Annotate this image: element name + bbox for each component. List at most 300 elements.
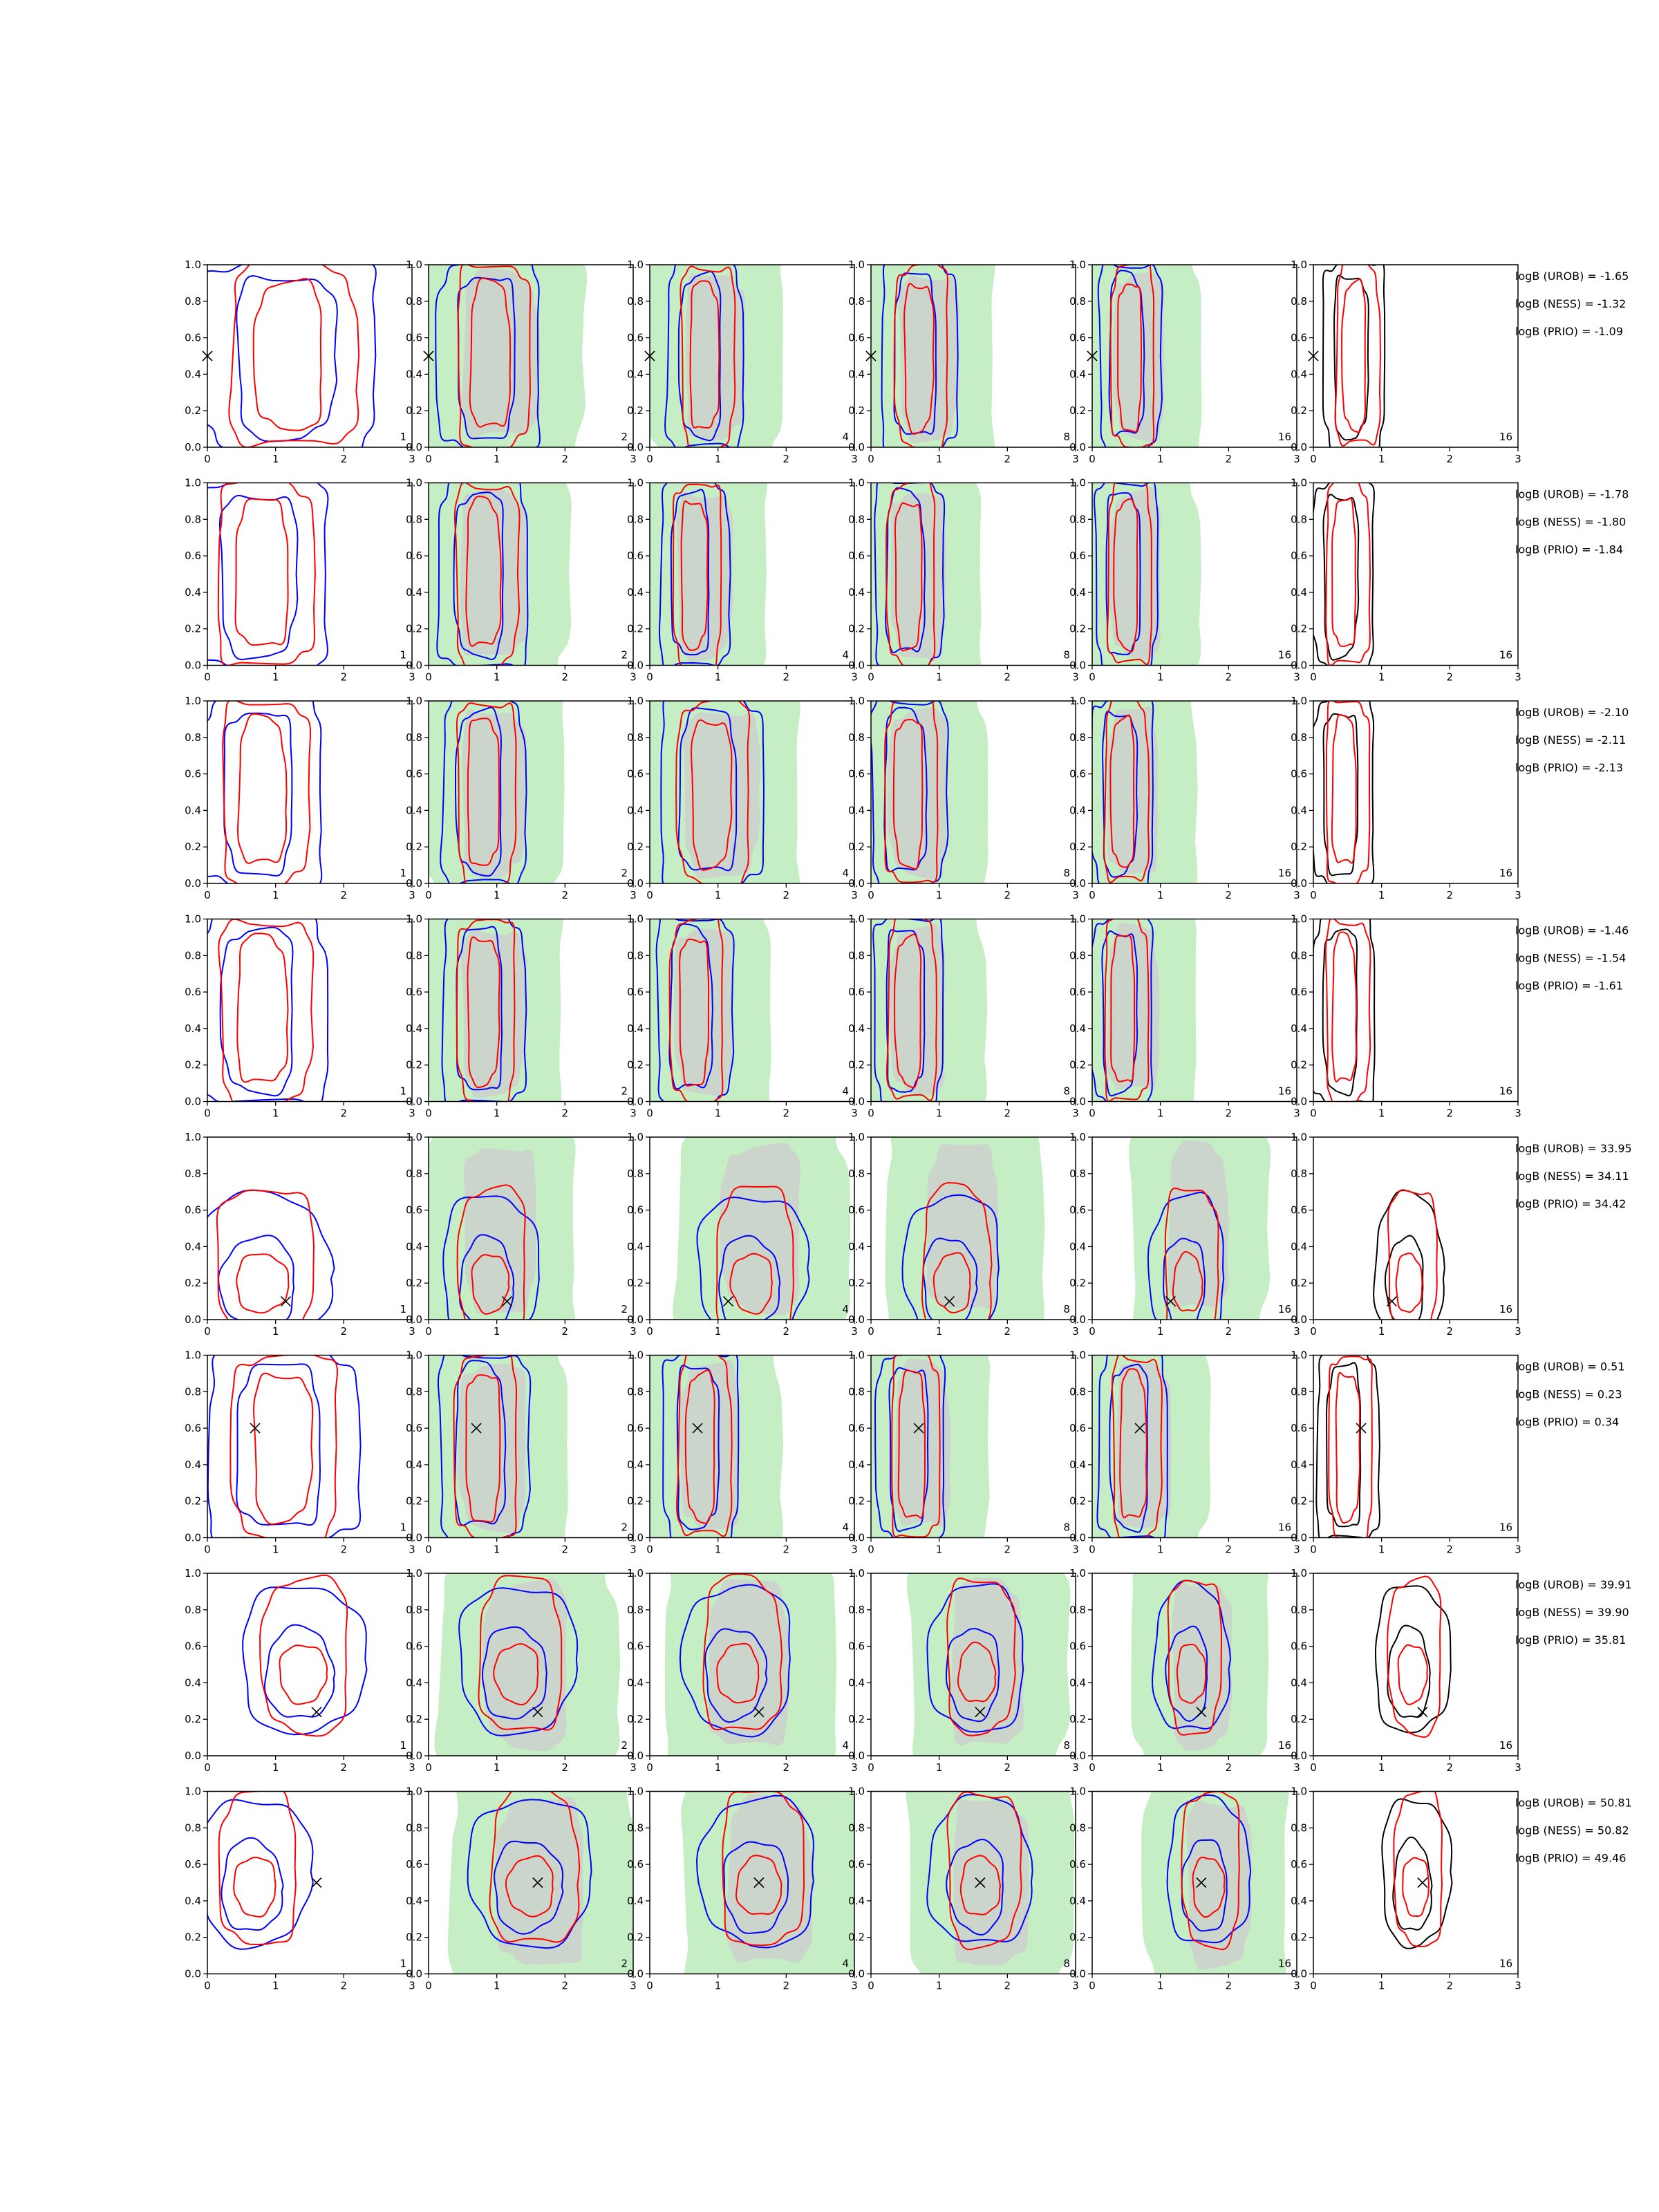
y-tick-label: 0.0: [848, 877, 865, 890]
column-label: 16: [1499, 648, 1512, 662]
x-tick-label: 3: [1293, 453, 1300, 465]
panel-r5-c4: [848, 1111, 1079, 1346]
column-label: 2: [621, 1739, 628, 1752]
y-tick-label: 0.4: [627, 1022, 644, 1035]
red-outer-contour: [1394, 1788, 1442, 1947]
y-tick-label: 0.4: [406, 1022, 422, 1035]
x-tick-label: 0: [1089, 889, 1096, 901]
x-tick-label: 3: [851, 671, 858, 684]
red-inner-contour: [1332, 932, 1356, 1081]
y-tick-label: 0.8: [406, 294, 422, 308]
panel-r6-c2: [406, 1329, 637, 1559]
y-tick-label: 0.8: [848, 1821, 865, 1835]
y-tick-label: 0.2: [627, 841, 644, 854]
y-tick-label: 0.8: [185, 1603, 201, 1616]
red-inner-contour: [236, 499, 288, 646]
x-tick-label: 2: [561, 1107, 569, 1120]
y-tick-label: 0.2: [1291, 1277, 1307, 1290]
x-tick-label: 3: [409, 453, 415, 465]
column-label: 2: [621, 648, 628, 662]
x-tick-label: 2: [1446, 1325, 1454, 1338]
y-tick-label: 0.4: [627, 1676, 644, 1689]
x-tick-label: 2: [340, 1543, 348, 1556]
axes-frame: [1313, 265, 1518, 447]
x-tick-label: 3: [1515, 1107, 1521, 1120]
logb-stat: logB (UROB) = -2.10: [1515, 706, 1629, 719]
x-tick-label: 1: [1156, 1979, 1164, 1992]
panel-r2-c1: [185, 474, 415, 684]
y-tick-label: 1.0: [1069, 1567, 1086, 1580]
y-tick-label: 0.2: [1069, 404, 1086, 418]
y-tick-label: 0.0: [1291, 659, 1307, 672]
y-tick-label: 0.2: [1291, 1058, 1307, 1071]
y-tick-label: 0.4: [848, 368, 865, 381]
x-tick-label: 0: [1310, 1325, 1317, 1338]
y-tick-label: 0.0: [1291, 1095, 1307, 1108]
red-inner-contour: [1403, 1858, 1429, 1917]
x-tick-label: 2: [782, 671, 790, 684]
x-tick-label: 2: [561, 1979, 569, 1992]
x-tick-label: 0: [204, 671, 211, 684]
y-tick-label: 1.0: [406, 1349, 422, 1362]
y-tick-label: 0.0: [1291, 877, 1307, 890]
y-tick-label: 0.4: [1291, 1894, 1307, 1907]
logb-stat: logB (NESS) = -2.11: [1515, 733, 1627, 747]
y-tick-label: 0.0: [627, 1531, 644, 1544]
y-tick-label: 0.8: [1069, 731, 1086, 744]
y-tick-label: 0.2: [848, 1494, 865, 1508]
y-tick-label: 0.2: [848, 404, 865, 418]
x-tick-label: 1: [272, 889, 279, 901]
y-tick-label: 0.8: [406, 1385, 422, 1398]
x-tick-label: 0: [646, 1979, 653, 1992]
y-tick-label: 0.6: [627, 1858, 644, 1871]
y-tick-label: 1.0: [848, 476, 865, 489]
column-label: 2: [621, 431, 628, 443]
y-tick-label: 1.0: [627, 259, 644, 271]
y-tick-label: 0.6: [1291, 1858, 1307, 1871]
y-tick-label: 0.0: [1291, 441, 1307, 453]
row-stats: [1515, 1797, 1632, 1865]
y-tick-label: 0.8: [627, 1603, 644, 1616]
x-tick-label: 2: [782, 1761, 790, 1774]
y-tick-label: 0.2: [185, 1931, 201, 1944]
y-tick-label: 0.4: [1291, 1676, 1307, 1689]
x-tick-label: 3: [1515, 889, 1521, 901]
logb-stat: logB (NESS) = 0.23: [1515, 1387, 1622, 1401]
y-tick-label: 1.0: [848, 1567, 865, 1580]
y-tick-label: 0.6: [185, 767, 201, 780]
x-tick-label: 0: [646, 1325, 653, 1338]
logb-stat: logB (PRIO) = -1.09: [1515, 325, 1623, 338]
panel-r8-c3: [627, 1766, 863, 2001]
red-inner-contour: [1332, 498, 1356, 646]
outer-contour: [198, 692, 321, 888]
axes-frame: [207, 1792, 412, 1974]
x-tick-label: 2: [782, 1107, 790, 1120]
x-tick-label: 2: [782, 1979, 790, 1992]
red-outer-contour: [217, 1190, 314, 1344]
y-tick-label: 0.4: [848, 585, 865, 599]
x-tick-label: 2: [340, 671, 348, 684]
panel-r7-c1: [185, 1567, 415, 1774]
x-tick-label: 0: [425, 671, 432, 684]
y-tick-label: 0.4: [185, 1458, 201, 1471]
y-tick-label: 0.0: [185, 1967, 201, 1980]
x-tick-label: 3: [409, 1325, 415, 1338]
y-tick-label: 0.8: [627, 1385, 644, 1398]
y-tick-label: 0.8: [1291, 1603, 1307, 1616]
y-tick-label: 0.0: [406, 877, 422, 890]
x-tick-label: 3: [630, 1979, 637, 1992]
x-tick-label: 1: [493, 1979, 500, 1992]
logb-stat: logB (UROB) = -1.78: [1515, 487, 1629, 501]
x-tick-label: 0: [1089, 1979, 1096, 1992]
panel-r3-c5: [1069, 673, 1300, 907]
x-tick-label: 1: [714, 1761, 722, 1774]
y-tick-label: 0.6: [185, 1203, 201, 1217]
y-tick-label: 0.6: [185, 1422, 201, 1435]
x-tick-label: 0: [1310, 1107, 1317, 1120]
x-tick-label: 0: [204, 1543, 211, 1556]
y-tick-label: 0.6: [848, 1640, 865, 1653]
x-tick-label: 3: [1072, 1543, 1079, 1556]
y-tick-label: 0.2: [1069, 1058, 1086, 1071]
panel-r1-c3: [627, 244, 858, 473]
y-tick-label: 0.0: [848, 1967, 865, 1980]
panel-r5-c3: [627, 1108, 858, 1347]
x-tick-label: 1: [1156, 1325, 1164, 1338]
y-tick-label: 0.2: [1069, 622, 1086, 635]
y-tick-label: 0.8: [627, 513, 644, 526]
y-tick-label: 1.0: [185, 1567, 201, 1580]
x-tick-label: 1: [272, 1107, 279, 1120]
y-tick-label: 0.6: [848, 1422, 865, 1435]
x-tick-label: 0: [204, 1325, 211, 1338]
y-tick-label: 0.6: [848, 986, 865, 999]
panel-r5-c6: [1291, 1131, 1521, 1346]
x-tick-label: 2: [1446, 453, 1454, 465]
gray-region: [1186, 1801, 1251, 1970]
x-tick-label: 0: [1310, 1761, 1317, 1774]
x-tick-label: 2: [1446, 1543, 1454, 1556]
column-label: 16: [1499, 1303, 1512, 1315]
y-tick-label: 0.8: [185, 294, 201, 308]
y-tick-label: 0.6: [406, 1640, 422, 1653]
x-tick-label: 3: [851, 1543, 858, 1556]
panel-r1-c1: [185, 259, 415, 466]
logb-stat: logB (UROB) = -1.65: [1515, 270, 1629, 283]
y-tick-label: 0.2: [406, 1931, 422, 1944]
red-inner-contour: [254, 279, 321, 431]
x-tick-label: 1: [935, 453, 943, 465]
y-tick-label: 0.4: [1069, 1676, 1086, 1689]
gray-region: [888, 707, 948, 879]
panel-r8-c5: [1069, 1765, 1300, 2004]
y-tick-label: 0.6: [1291, 550, 1307, 563]
y-tick-label: 1.0: [1069, 1349, 1086, 1362]
y-tick-label: 1.0: [406, 259, 422, 271]
y-tick-label: 1.0: [848, 1349, 865, 1362]
panel-r2-c6: [1291, 476, 1521, 684]
y-tick-label: 0.0: [1069, 1750, 1086, 1762]
logb-stat: logB (UROB) = 0.51: [1515, 1360, 1625, 1374]
y-tick-label: 0.0: [1291, 1967, 1307, 1980]
y-tick-label: 0.2: [185, 1494, 201, 1508]
row-stats: [1515, 1360, 1625, 1429]
axes-frame: [207, 483, 412, 666]
axes-frame: [1313, 483, 1518, 666]
x-tick-label: 0: [1310, 1543, 1317, 1556]
logb-stat: logB (PRIO) = 34.42: [1515, 1197, 1627, 1210]
panel-r8-c6: [1291, 1785, 1521, 1992]
x-tick-label: 1: [935, 1979, 943, 1992]
column-label: 2: [621, 1957, 628, 1970]
y-tick-label: 0.4: [627, 804, 644, 817]
panel-r4-c5: [1069, 895, 1300, 1125]
y-tick-label: 1.0: [406, 1131, 422, 1143]
x-tick-label: 1: [493, 889, 500, 901]
y-tick-label: 1.0: [185, 476, 201, 489]
column-label: 16: [1499, 1085, 1512, 1098]
y-tick-label: 0.8: [185, 1385, 201, 1398]
x-tick-label: 0: [1089, 1107, 1096, 1120]
logb-stat: logB (PRIO) = 35.81: [1515, 1633, 1627, 1647]
logb-stat: logB (NESS) = 50.82: [1515, 1824, 1629, 1837]
y-tick-label: 0.0: [627, 1967, 644, 1980]
x-tick-label: 2: [1004, 889, 1011, 901]
y-tick-label: 0.0: [185, 877, 201, 890]
y-tick-label: 0.2: [627, 1277, 644, 1290]
x-tick-label: 2: [782, 1325, 790, 1338]
x-tick-label: 3: [630, 1325, 637, 1338]
x-tick-label: 0: [425, 1543, 432, 1556]
x-tick-label: 1: [1156, 1761, 1164, 1774]
y-tick-label: 0.4: [627, 368, 644, 381]
y-tick-label: 1.0: [185, 259, 201, 271]
y-tick-label: 1.0: [1291, 695, 1307, 707]
x-tick-label: 1: [272, 671, 279, 684]
y-tick-label: 0.6: [627, 331, 644, 344]
row-stats: [1515, 1578, 1632, 1647]
x-tick-label: 1: [1378, 889, 1385, 901]
x-tick-label: 3: [1515, 1979, 1521, 1992]
x-tick-label: 0: [868, 1979, 874, 1992]
y-tick-label: 0.6: [406, 986, 422, 999]
y-tick-label: 0.0: [406, 659, 422, 672]
y-tick-label: 0.0: [848, 659, 865, 672]
y-tick-label: 0.8: [185, 1821, 201, 1835]
y-tick-label: 1.0: [185, 912, 201, 926]
x-tick-label: 3: [1293, 889, 1300, 901]
y-tick-label: 0.4: [848, 1894, 865, 1907]
true-value-marker: [1418, 1707, 1427, 1717]
y-tick-label: 0.4: [627, 1458, 644, 1471]
gray-region: [674, 928, 733, 1097]
y-tick-label: 1.0: [627, 1785, 644, 1798]
x-tick-label: 3: [1293, 1543, 1300, 1556]
x-tick-label: 1: [714, 1543, 722, 1556]
y-tick-label: 0.4: [1069, 1894, 1086, 1907]
red-inner-contour: [1332, 715, 1356, 863]
inner-contour: [236, 1364, 320, 1525]
y-tick-label: 0.8: [406, 731, 422, 744]
y-tick-label: 0.0: [1069, 1531, 1086, 1544]
y-tick-label: 0.8: [406, 949, 422, 962]
y-tick-label: 0.2: [1291, 404, 1307, 418]
column-label: 1: [400, 1521, 406, 1534]
y-tick-label: 1.0: [627, 476, 644, 489]
column-label: 16: [1277, 1085, 1291, 1098]
y-tick-label: 0.0: [627, 659, 644, 672]
column-label: 4: [842, 648, 849, 662]
red-inner-contour: [1342, 279, 1365, 432]
y-tick-label: 0.0: [1069, 1313, 1086, 1326]
column-label: 16: [1277, 1739, 1291, 1752]
outer-contour: [194, 910, 328, 1105]
panel-r7-c2: [406, 1543, 637, 1777]
y-tick-label: 0.6: [1291, 331, 1307, 344]
column-label: 8: [1063, 1085, 1070, 1098]
x-tick-label: 0: [204, 453, 211, 465]
y-tick-label: 0.8: [627, 294, 644, 308]
y-tick-label: 0.6: [1291, 1422, 1307, 1435]
x-tick-label: 1: [1378, 671, 1385, 684]
x-tick-label: 0: [646, 1107, 653, 1120]
y-tick-label: 0.0: [1291, 1313, 1307, 1326]
logb-stat: logB (PRIO) = 0.34: [1515, 1415, 1620, 1429]
panel-r3-c1: [185, 692, 415, 901]
x-tick-label: 1: [493, 1761, 500, 1774]
x-tick-label: 2: [1004, 453, 1011, 465]
y-tick-label: 0.2: [1069, 841, 1086, 854]
y-tick-label: 1.0: [1069, 476, 1086, 489]
x-tick-label: 2: [1004, 1761, 1011, 1774]
column-label: 16: [1277, 867, 1291, 879]
y-tick-label: 1.0: [848, 1131, 865, 1143]
y-tick-label: 0.0: [1069, 659, 1086, 672]
axes-frame: [207, 265, 412, 447]
y-tick-label: 0.4: [1069, 804, 1086, 817]
y-tick-label: 0.4: [1069, 1458, 1086, 1471]
x-tick-label: 3: [409, 1543, 415, 1556]
x-tick-label: 3: [851, 1325, 858, 1338]
column-label: 8: [1063, 1521, 1070, 1534]
x-tick-label: 1: [272, 1543, 279, 1556]
y-tick-label: 0.4: [406, 585, 422, 599]
logb-stat: logB (PRIO) = -1.84: [1515, 543, 1623, 556]
y-tick-label: 0.2: [848, 1277, 865, 1290]
column-label: 8: [1063, 431, 1070, 443]
x-tick-label: 1: [493, 1325, 500, 1338]
x-tick-label: 3: [409, 1761, 415, 1774]
inner-contour: [1334, 275, 1369, 440]
y-tick-label: 0.2: [848, 622, 865, 635]
y-tick-label: 1.0: [627, 695, 644, 707]
x-tick-label: 3: [1293, 1107, 1300, 1120]
x-tick-label: 3: [409, 889, 415, 901]
y-tick-label: 1.0: [848, 1785, 865, 1798]
x-tick-label: 1: [935, 1761, 943, 1774]
y-tick-label: 0.0: [1291, 1531, 1307, 1544]
x-tick-label: 1: [714, 1325, 722, 1338]
column-label: 16: [1277, 1303, 1291, 1315]
x-tick-label: 2: [1225, 1543, 1232, 1556]
y-tick-label: 0.8: [185, 731, 201, 744]
y-tick-label: 0.0: [1069, 1967, 1086, 1980]
x-tick-label: 3: [630, 1543, 637, 1556]
x-tick-label: 0: [646, 1761, 653, 1774]
column-label: 4: [842, 1521, 849, 1534]
y-tick-label: 0.4: [1069, 368, 1086, 381]
x-tick-label: 3: [630, 1107, 637, 1120]
x-tick-label: 1: [1378, 1107, 1385, 1120]
column-label: 4: [842, 867, 849, 879]
x-tick-label: 0: [1310, 1979, 1317, 1992]
red-outer-contour: [1388, 1190, 1437, 1345]
x-tick-label: 0: [646, 1543, 653, 1556]
x-tick-label: 0: [204, 1979, 211, 1992]
x-tick-label: 0: [425, 1107, 432, 1120]
logb-stat: logB (PRIO) = -1.61: [1515, 979, 1623, 993]
column-label: 4: [842, 1085, 849, 1098]
column-label: 4: [842, 1303, 849, 1315]
x-tick-label: 1: [493, 1543, 500, 1556]
y-tick-label: 0.8: [406, 1821, 422, 1835]
y-tick-label: 1.0: [406, 476, 422, 489]
x-tick-label: 2: [1225, 1979, 1232, 1992]
y-tick-label: 0.4: [1291, 585, 1307, 599]
y-tick-label: 0.0: [1291, 1750, 1307, 1762]
column-label: 4: [842, 1739, 849, 1752]
y-tick-label: 0.6: [627, 1203, 644, 1217]
y-tick-label: 0.6: [1069, 1422, 1086, 1435]
column-label: 8: [1063, 1303, 1070, 1315]
x-tick-label: 0: [646, 453, 653, 465]
gray-region: [951, 1577, 1024, 1746]
y-tick-label: 0.6: [406, 767, 422, 780]
column-label: 16: [1499, 1521, 1512, 1534]
y-tick-label: 1.0: [406, 1567, 422, 1580]
y-tick-label: 1.0: [185, 1349, 201, 1362]
y-tick-label: 0.4: [848, 1240, 865, 1253]
x-tick-label: 2: [1446, 1979, 1454, 1992]
x-tick-label: 1: [935, 1543, 943, 1556]
x-tick-label: 0: [1089, 671, 1096, 684]
axes-frame: [1313, 919, 1518, 1102]
row-stats: [1515, 270, 1629, 338]
x-tick-label: 0: [1089, 1543, 1096, 1556]
true-value-marker: [1356, 1423, 1366, 1433]
x-tick-label: 0: [868, 1325, 874, 1338]
y-tick-label: 1.0: [848, 912, 865, 926]
x-tick-label: 2: [340, 1325, 348, 1338]
y-tick-label: 1.0: [1069, 912, 1086, 926]
red-outer-contour: [230, 1354, 337, 1544]
x-tick-label: 2: [1004, 671, 1011, 684]
x-tick-label: 3: [1515, 1325, 1521, 1338]
y-tick-label: 0.4: [185, 1676, 201, 1689]
y-tick-label: 0.2: [406, 841, 422, 854]
y-tick-label: 0.4: [848, 1458, 865, 1471]
x-tick-label: 1: [714, 453, 722, 465]
y-tick-label: 0.0: [406, 1313, 422, 1326]
logb-stat: logB (UROB) = 39.91: [1515, 1578, 1632, 1591]
x-tick-label: 1: [714, 671, 722, 684]
y-tick-label: 0.4: [406, 804, 422, 817]
y-tick-label: 1.0: [1069, 259, 1086, 271]
y-tick-label: 0.4: [848, 1676, 865, 1689]
